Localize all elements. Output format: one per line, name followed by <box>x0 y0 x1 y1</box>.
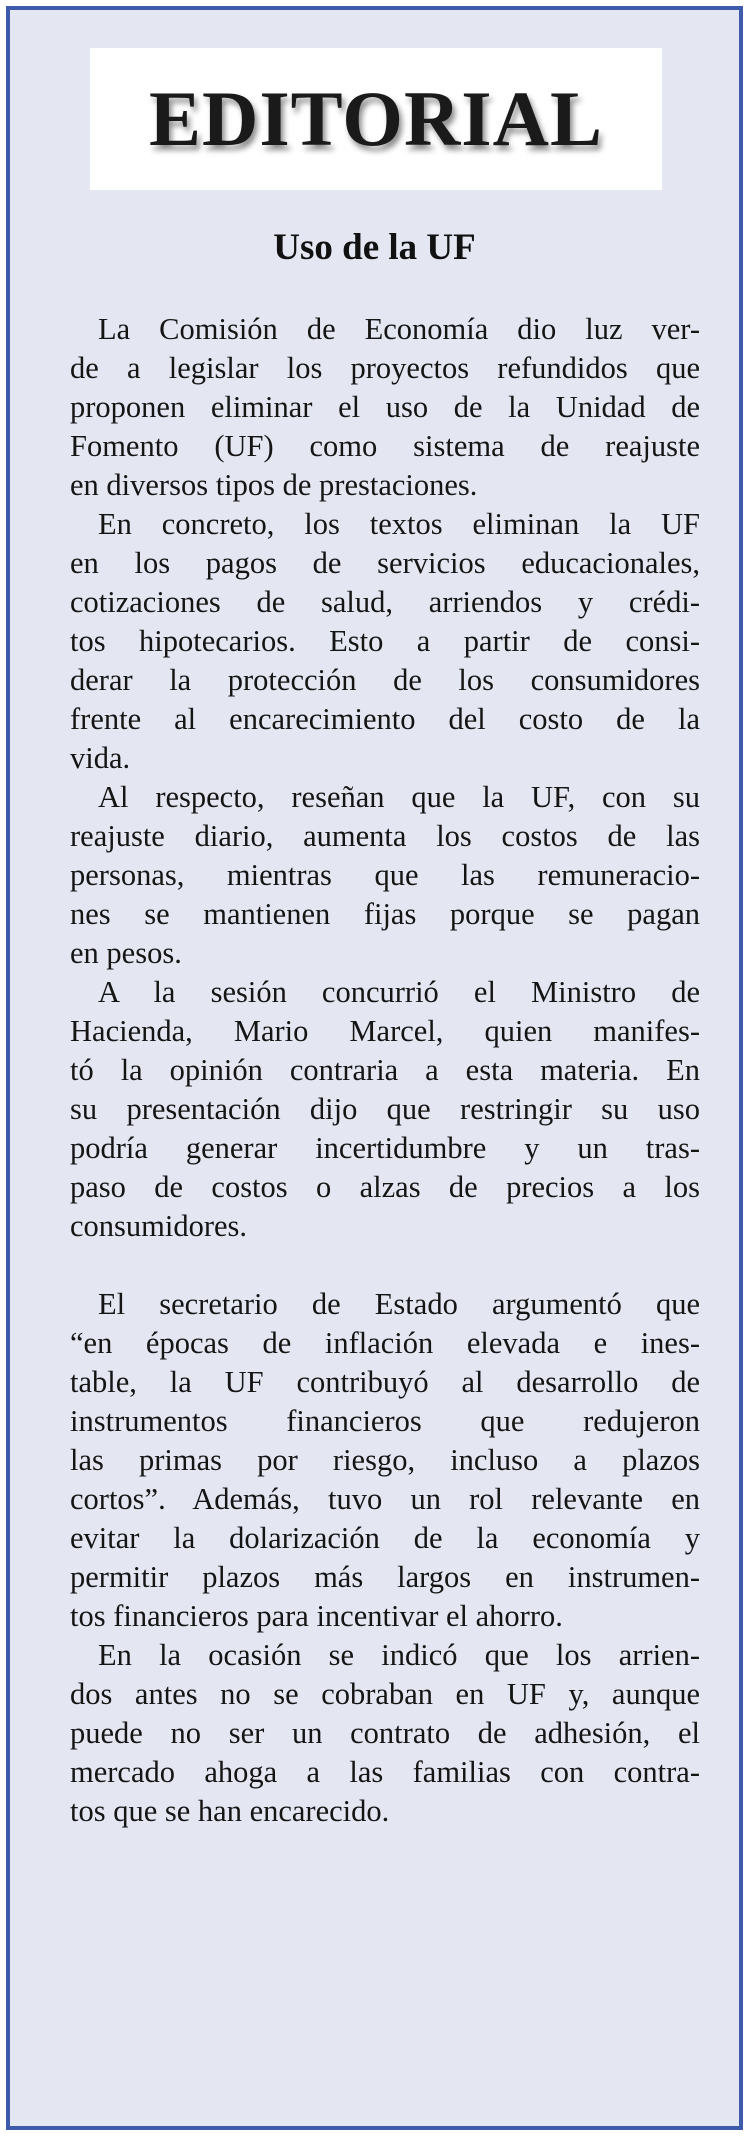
article-line: El secretario de Estado argumentó que <box>98 1287 700 1321</box>
article-line: tos hipotecarios. Esto a partir de consi- <box>70 624 700 658</box>
article-line: reajuste diario, aumenta los costos de las <box>70 819 700 853</box>
article-line: Fomento (UF) como sistema de reajuste <box>70 429 700 463</box>
article-line: podría generar incertidumbre y un tras- <box>70 1131 700 1165</box>
article-line: En concreto, los textos eliminan la UF <box>98 507 700 541</box>
article-line: en diversos tipos de prestaciones. <box>70 468 478 502</box>
article-line: cotizaciones de salud, arriendos y crédi- <box>70 585 700 619</box>
article-line: tó la opinión contraria a esta materia. En <box>70 1053 700 1087</box>
article-line: nes se mantienen fijas porque se pagan <box>70 897 700 931</box>
article-line: paso de costos o alzas de precios a los <box>70 1170 700 1204</box>
article-line: “en épocas de inflación elevada e ines- <box>70 1326 700 1360</box>
article-line: cortos”. Además, tuvo un rol relevante en <box>70 1482 700 1516</box>
article-line: vida. <box>70 741 131 775</box>
article-line: en pesos. <box>70 936 182 970</box>
paragraph-gap <box>70 1246 700 1285</box>
article-line: A la sesión concurrió el Ministro de <box>98 975 700 1009</box>
article-body <box>70 310 700 1831</box>
article-line: personas, mientras que las remuneracio- <box>70 858 700 892</box>
article-line: tos financieros para incentivar el ahorro. <box>70 1599 563 1633</box>
article-line: table, la UF contribuyó al desarrollo de <box>70 1365 700 1399</box>
article-line: las primas por riesgo, incluso a plazos <box>70 1443 700 1477</box>
article-paragraph <box>70 310 700 505</box>
article-line: Hacienda, Mario Marcel, quien manifes- <box>70 1014 700 1048</box>
article-line: evitar la dolarización de la economía y <box>70 1521 700 1555</box>
article-line: consumidores. <box>70 1209 248 1243</box>
article-line: puede no ser un contrato de adhesión, el <box>70 1716 700 1750</box>
article-line: su presentación dijo que restringir su uso <box>70 1092 700 1126</box>
article-line: derar la protección de los consumidores <box>70 663 700 697</box>
article-paragraph <box>70 778 700 973</box>
article-paragraph <box>70 973 700 1246</box>
article-line: Al respecto, reseñan que la UF, con su <box>98 780 700 814</box>
article-line: en los pagos de servicios educacionales, <box>70 546 700 580</box>
article-paragraph <box>70 1636 700 1831</box>
article-paragraph <box>70 505 700 778</box>
article-line: instrumentos financieros que redujeron <box>70 1404 700 1438</box>
article-line: frente al encarecimiento del costo de la <box>70 702 700 736</box>
article-line: En la ocasión se indicó que los arrien- <box>98 1638 700 1672</box>
article-line: proponen eliminar el uso de la Unidad de <box>70 390 700 424</box>
article-paragraph <box>70 1285 700 1636</box>
article-line: tos que se han encarecido. <box>70 1794 390 1828</box>
title-box <box>90 48 662 190</box>
editorial-title: EDITORIAL <box>148 75 604 162</box>
article-line: La Comisión de Economía dio luz ver- <box>98 312 700 346</box>
article-line: permitir plazos más largos en instrumen- <box>70 1560 700 1594</box>
article-line: dos antes no se cobraban en UF y, aunque <box>70 1677 700 1711</box>
article-line: mercado ahoga a las familias con contra- <box>70 1755 700 1789</box>
article-subtitle: Uso de la UF <box>273 227 476 268</box>
article-line: de a legislar los proyectos refundidos que <box>70 351 700 385</box>
